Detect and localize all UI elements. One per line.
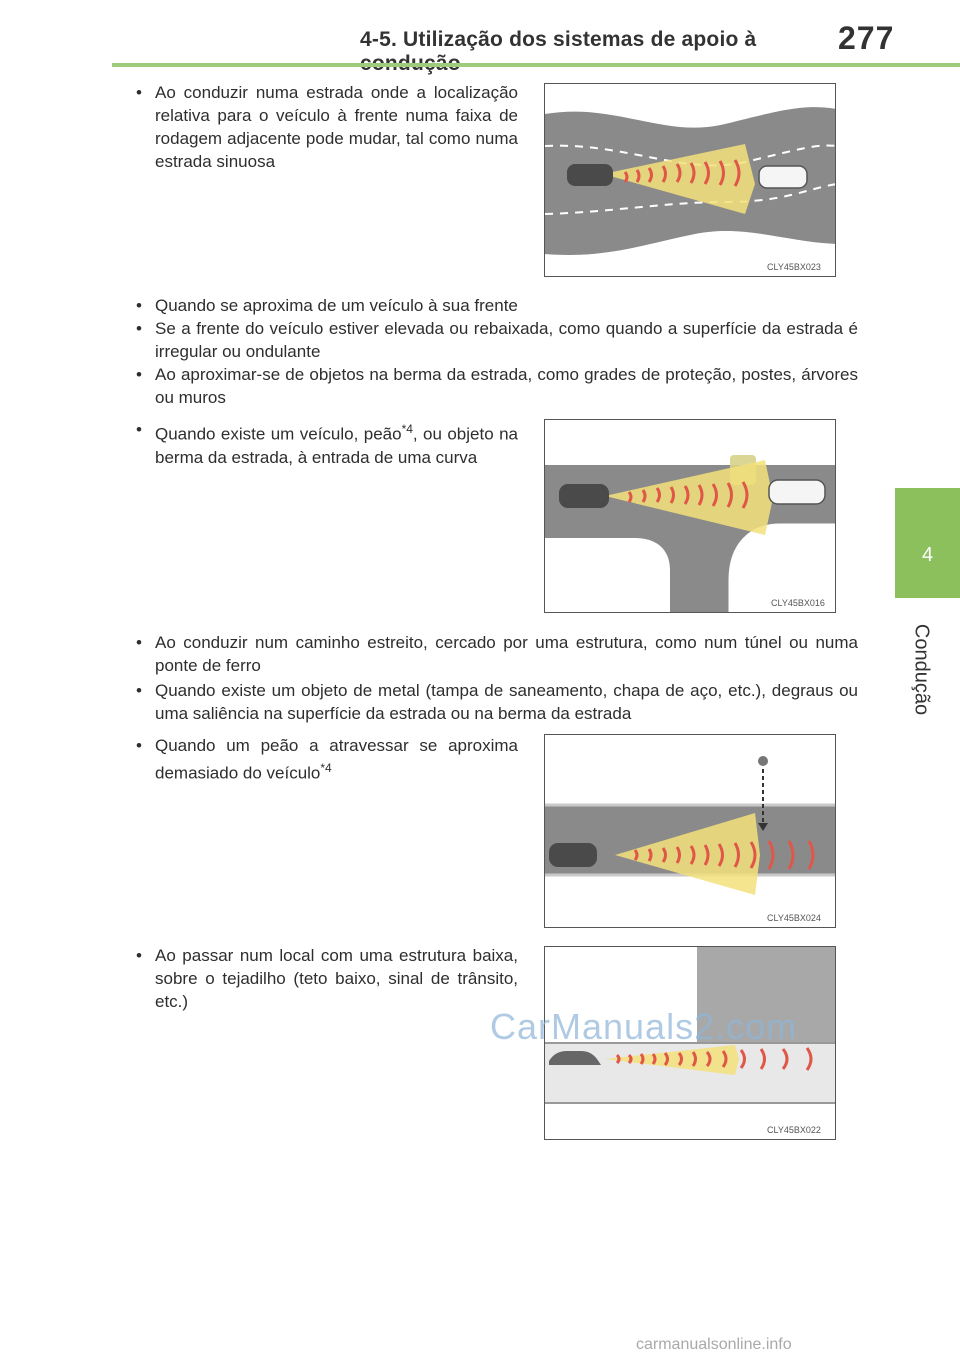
figure-code: CLY45BX024 [767,913,821,923]
bullet-dot: • [136,83,142,102]
bullet-text-cont: , ou objeto na berma da estrada, à entrada de uma curva [155,424,518,467]
footnote-ref: *4 [320,761,332,775]
figure-code: CLY45BX022 [767,1125,821,1135]
bullet-item [136,679,858,725]
footnote-ref: *4 [401,422,413,436]
bullet-text: Ao passar num local com uma estrutura baixa, sobre o tejadilho (teto baixo, sinal de trânsito, etc.) [155,946,518,1011]
bullet-item [136,631,858,677]
bullet-dot: • [136,365,142,384]
bullet-text: Ao conduzir num caminho estreito, cercado por uma estrutura, como num túnel ou numa ponte de ferro [155,633,858,675]
bullet-text: Quando existe um objeto de metal (tampa de saneamento, chapa de aço, etc.), degraus ou uma saliência na superfície da estrada ou na berma da estrada [155,681,858,723]
bullet-dot: • [136,681,142,700]
figure-code: CLY45BX016 [771,598,825,608]
bullet-item [136,363,858,409]
figure-curve-entrance [544,419,836,613]
bullet-dot: • [136,319,142,338]
bullet-text: Ao aproximar-se de objetos na berma da estrada, como grades de proteção, postes, árvores ou muros [155,365,858,407]
bullet-text: Quando existe um veículo, peão [155,424,402,444]
bullet-item [136,294,858,317]
bullet-dot: • [136,420,142,439]
header-rule [112,63,960,67]
watermark-link[interactable]: CarManuals2.com [490,1006,798,1047]
bullet-dot: • [136,946,142,965]
bullet-text: Ao conduzir numa estrada onde a localização relativa para o veículo à frente numa faixa de rodagem adjacente pode mudar, tal como numa estrada sinuosa [155,83,518,171]
bullet-text: Quando um peão a atravessar se aproxima demasiado do veículo [155,736,518,783]
footer-watermark[interactable]: carmanualsonline.info [636,1336,792,1353]
bullet-item [136,418,518,469]
bullet-item [136,734,518,785]
bullet-dot: • [136,296,142,315]
chapter-number: 4 [921,544,934,566]
bullet-item [136,317,858,363]
figure-pedestrian [544,734,836,928]
bullet-item [136,81,518,173]
page-number: 277 [838,20,895,56]
section-title: 4-5. Utilização dos sistemas de apoio à [360,28,757,51]
chapter-label-wrap [910,612,932,732]
bullet-dot: • [136,633,142,652]
bullet-dot: • [136,736,142,755]
figure-code: CLY45BX023 [767,262,821,272]
bullet-text: Quando se aproxima de um veículo à sua frente [155,296,518,315]
bullet-item [136,944,518,1013]
bullet-text: Se a frente do veículo estiver elevada ou rebaixada, como quando a superfície da estrada é irregular ou ondulante [155,319,858,361]
chapter-tab[interactable] [895,488,960,598]
figure-winding-road [544,83,836,277]
chapter-label: Condução [910,623,933,716]
